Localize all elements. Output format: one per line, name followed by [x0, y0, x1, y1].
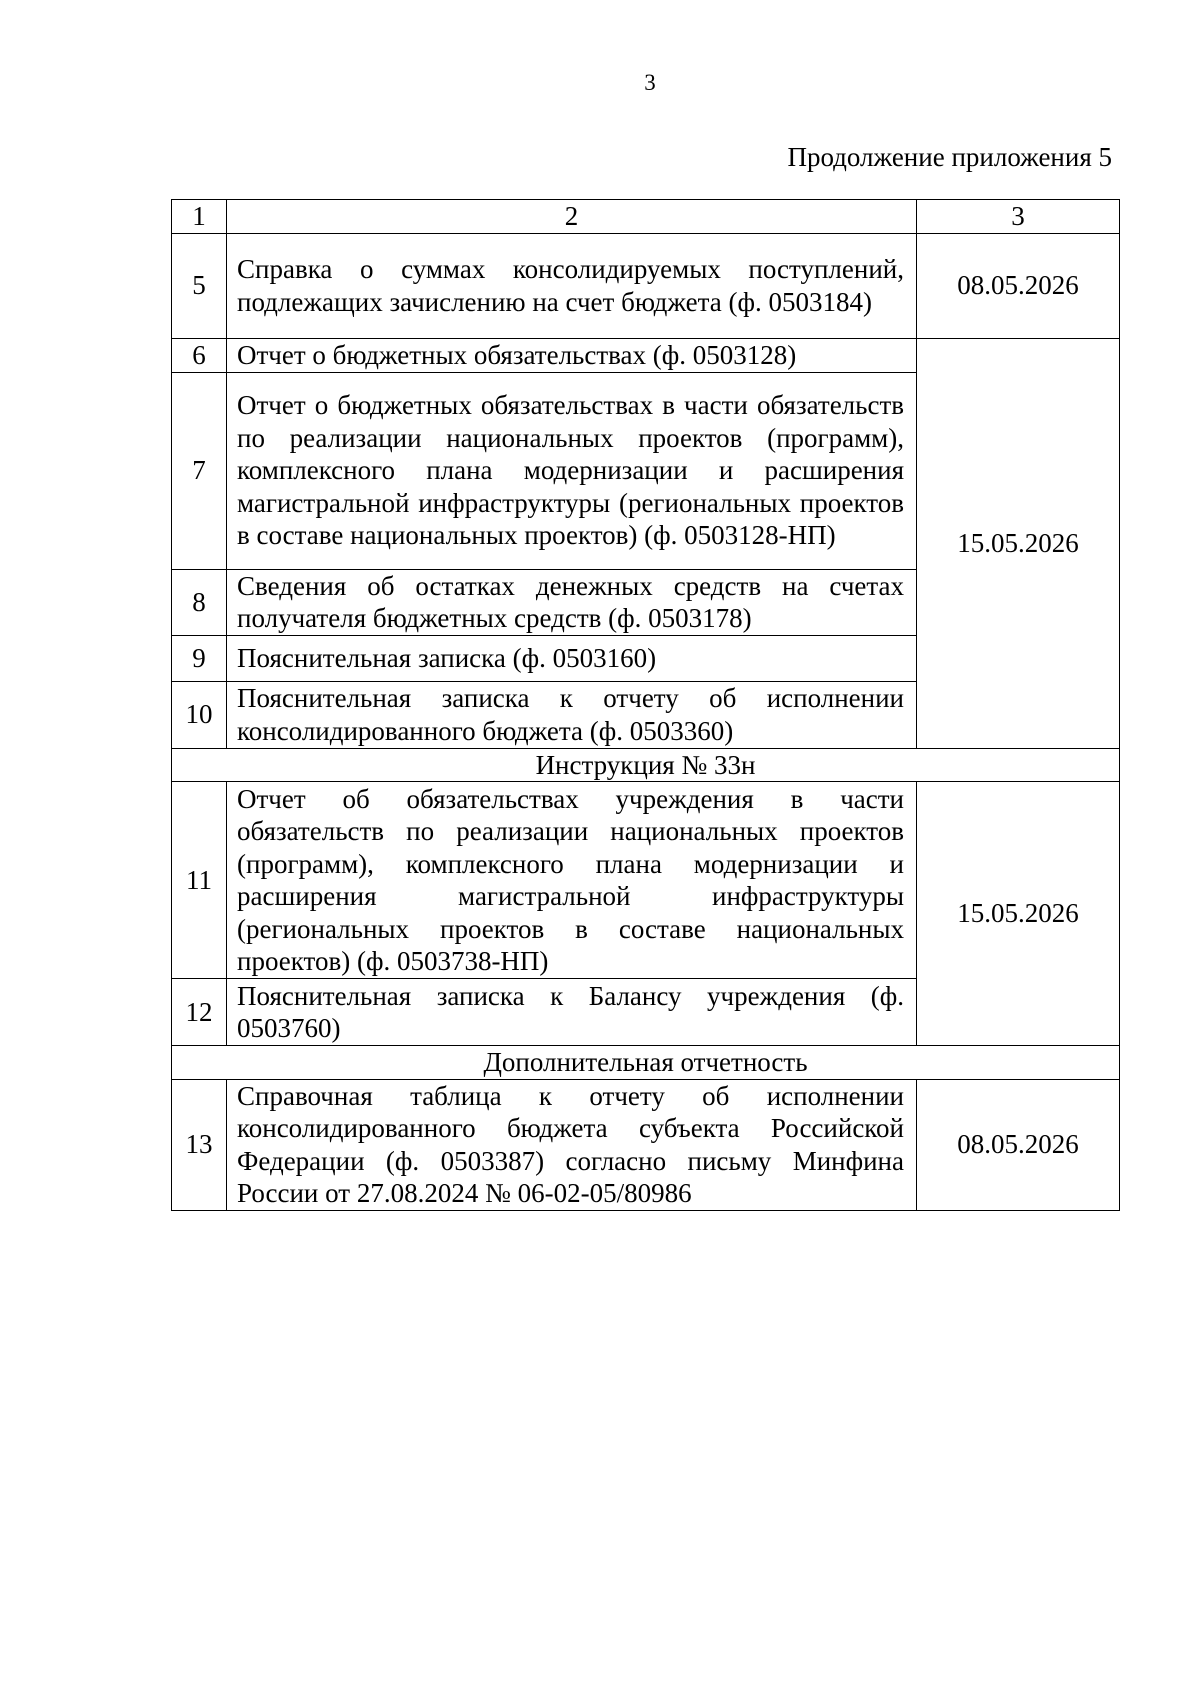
row-description: Пояснительная записка к отчету об исполнении консолидированного бюджета (ф. 0503360): [227, 681, 917, 748]
row-description: Пояснительная записка (ф. 0503160): [227, 635, 917, 681]
header-cell: 2: [227, 200, 917, 234]
deadline-date: 15.05.2026: [917, 338, 1120, 748]
row-description: Справка о суммах консолидируемых поступлений, подлежащих зачислению на счет бюджета (ф. 0503184): [227, 233, 917, 338]
row-description: Справочная таблица к отчету об исполнении консолидированного бюджета субъекта Российской Федерации (ф. 0503387) согласно письму Минфина России от 27.08.2024 № 06-02-05/80986: [227, 1079, 917, 1210]
deadline-date: 15.05.2026: [917, 782, 1120, 1046]
deadlines-table: [171, 199, 1120, 1211]
row-number: 8: [172, 569, 227, 635]
section-row: [172, 748, 1120, 782]
row-number: 5: [172, 233, 227, 338]
row-number: 9: [172, 635, 227, 681]
row-number: 12: [172, 979, 227, 1046]
row-description: Отчет о бюджетных обязательствах в части обязательств по реализации национальных проектов (программ), комплексного плана модернизации и расширения магистральной инфраструктуры (региональных проектов в составе национальных проектов) (ф. 0503128-НП): [227, 372, 917, 569]
deadline-date: 08.05.2026: [917, 233, 1120, 338]
table-header-row: [172, 200, 1120, 234]
header-cell: 1: [172, 200, 227, 234]
table-row: [172, 233, 1120, 338]
row-description: Отчет об обязательствах учреждения в части обязательств по реализации национальных проектов (программ), комплексного плана модернизации и расширения магистральной инфраструктуры (региональных проектов в составе национальных проектов) (ф. 0503738-НП): [227, 782, 917, 979]
row-number: 10: [172, 681, 227, 748]
continuation-title: Продолжение приложения 5: [787, 142, 1112, 172]
section-title: Инструкция № 33н: [172, 748, 1120, 782]
row-description: Сведения об остатках денежных средств на счетах получателя бюджетных средств (ф. 0503178): [227, 569, 917, 635]
table-row: [172, 782, 1120, 979]
page-number: 3: [644, 70, 656, 95]
row-number: 7: [172, 372, 227, 569]
row-description: Пояснительная записка к Балансу учреждения (ф. 0503760): [227, 979, 917, 1046]
table-row: [172, 338, 1120, 372]
section-row: [172, 1046, 1120, 1080]
deadline-date: 08.05.2026: [917, 1079, 1120, 1210]
row-number: 6: [172, 338, 227, 372]
table-row: [172, 1079, 1120, 1210]
header-cell: 3: [917, 200, 1120, 234]
row-description: Отчет о бюджетных обязательствах (ф. 0503128): [227, 338, 917, 372]
row-number: 11: [172, 782, 227, 979]
section-title: Дополнительная отчетность: [172, 1046, 1120, 1080]
row-number: 13: [172, 1079, 227, 1210]
